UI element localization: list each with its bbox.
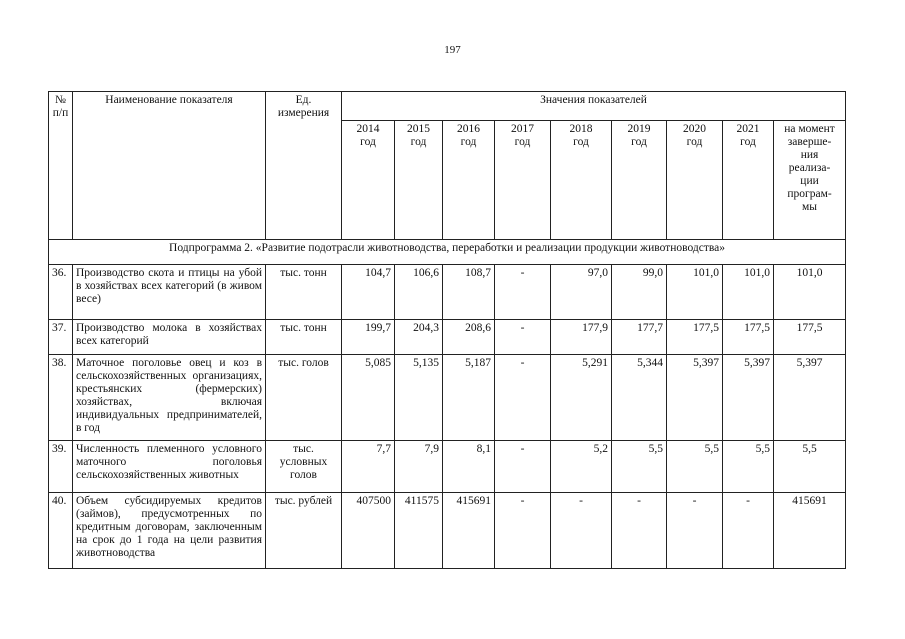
- header-year-2015: 2015 год: [395, 121, 443, 240]
- table-row: [49, 355, 846, 441]
- indicators-table: [48, 91, 846, 569]
- row-value: 5,397: [667, 355, 723, 441]
- row-num: 38.: [49, 355, 73, 441]
- header-values-group: Значения показателей: [342, 92, 846, 121]
- row-unit: тыс. рублей: [266, 493, 342, 569]
- table-row: [49, 493, 846, 569]
- row-value: -: [723, 493, 774, 569]
- row-name: Объем субсидируемых кредитов (займов), предусмотренных по кредитным договорам, заключенным на срок до 1 года на цели развития животноводства: [73, 493, 266, 569]
- row-value: 5,187: [443, 355, 495, 441]
- subprogram-row: [49, 240, 846, 265]
- row-unit: тыс. тонн: [266, 320, 342, 355]
- row-name: Численность племенного условного маточного поголовья сельскохозяйственных животных: [73, 441, 266, 493]
- header-year-2018: 2018 год: [551, 121, 612, 240]
- row-num: 40.: [49, 493, 73, 569]
- row-unit: тыс. условных голов: [266, 441, 342, 493]
- row-value: 208,6: [443, 320, 495, 355]
- row-name: Производство скота и птицы на убой в хозяйствах всех категорий (в живом весе): [73, 265, 266, 320]
- row-unit: тыс. голов: [266, 355, 342, 441]
- table-row: [49, 265, 846, 320]
- subprogram-title: Подпрограмма 2. «Развитие подотрасли животноводства, переработки и реализации продукции животноводства»: [49, 240, 846, 265]
- row-num: 36.: [49, 265, 73, 320]
- row-value: 99,0: [612, 265, 667, 320]
- header-name: Наименование показателя: [73, 92, 266, 240]
- row-value: 411575: [395, 493, 443, 569]
- row-num: 39.: [49, 441, 73, 493]
- row-value: 5,397: [723, 355, 774, 441]
- row-value: -: [495, 355, 551, 441]
- row-value: 407500: [342, 493, 395, 569]
- row-name: Маточное поголовье овец и коз в сельскохозяйственных организациях, крестьянских (фермерских) хозяйствах, включая индивидуальных предпринимателей, в год: [73, 355, 266, 441]
- row-value: 177,5: [774, 320, 846, 355]
- header-year-2017: 2017 год: [495, 121, 551, 240]
- header-year-2016: 2016 год: [443, 121, 495, 240]
- row-value: -: [495, 265, 551, 320]
- row-value: 415691: [443, 493, 495, 569]
- row-value: 5,291: [551, 355, 612, 441]
- table-row: [49, 320, 846, 355]
- row-value: 5,344: [612, 355, 667, 441]
- row-value: 97,0: [551, 265, 612, 320]
- row-value: 8,1: [443, 441, 495, 493]
- row-value: 5,5: [723, 441, 774, 493]
- row-value: 177,7: [612, 320, 667, 355]
- header-row: [49, 92, 846, 121]
- row-value: 5,085: [342, 355, 395, 441]
- row-value: 106,6: [395, 265, 443, 320]
- row-value: -: [495, 441, 551, 493]
- header-year-2014: 2014 год: [342, 121, 395, 240]
- row-value: 5,5: [774, 441, 846, 493]
- header-num: № п/п: [49, 92, 73, 240]
- row-value: 177,5: [667, 320, 723, 355]
- row-value: 5,5: [612, 441, 667, 493]
- header-final: на момент заверше- ния реализа- ции програм- мы: [774, 121, 846, 240]
- header-year-2020: 2020 год: [667, 121, 723, 240]
- row-value: -: [495, 493, 551, 569]
- header-year-2019: 2019 год: [612, 121, 667, 240]
- row-value: 204,3: [395, 320, 443, 355]
- row-value: 5,2: [551, 441, 612, 493]
- row-value: 101,0: [723, 265, 774, 320]
- row-value: 177,5: [723, 320, 774, 355]
- row-value: 5,397: [774, 355, 846, 441]
- row-value: -: [551, 493, 612, 569]
- row-value: 108,7: [443, 265, 495, 320]
- header-unit: Ед. измерения: [266, 92, 342, 240]
- row-value: 177,9: [551, 320, 612, 355]
- row-num: 37.: [49, 320, 73, 355]
- page-number: 197: [444, 44, 461, 56]
- table-row: [49, 441, 846, 493]
- row-value: 104,7: [342, 265, 395, 320]
- row-value: 415691: [774, 493, 846, 569]
- header-year-2021: 2021 год: [723, 121, 774, 240]
- row-value: 5,5: [667, 441, 723, 493]
- row-value: 7,9: [395, 441, 443, 493]
- row-value: -: [495, 320, 551, 355]
- row-value: 7,7: [342, 441, 395, 493]
- row-value: 101,0: [774, 265, 846, 320]
- row-value: -: [612, 493, 667, 569]
- row-value: 101,0: [667, 265, 723, 320]
- row-value: -: [667, 493, 723, 569]
- row-unit: тыс. тонн: [266, 265, 342, 320]
- row-name: Производство молока в хозяйствах всех категорий: [73, 320, 266, 355]
- row-value: 199,7: [342, 320, 395, 355]
- row-value: 5,135: [395, 355, 443, 441]
